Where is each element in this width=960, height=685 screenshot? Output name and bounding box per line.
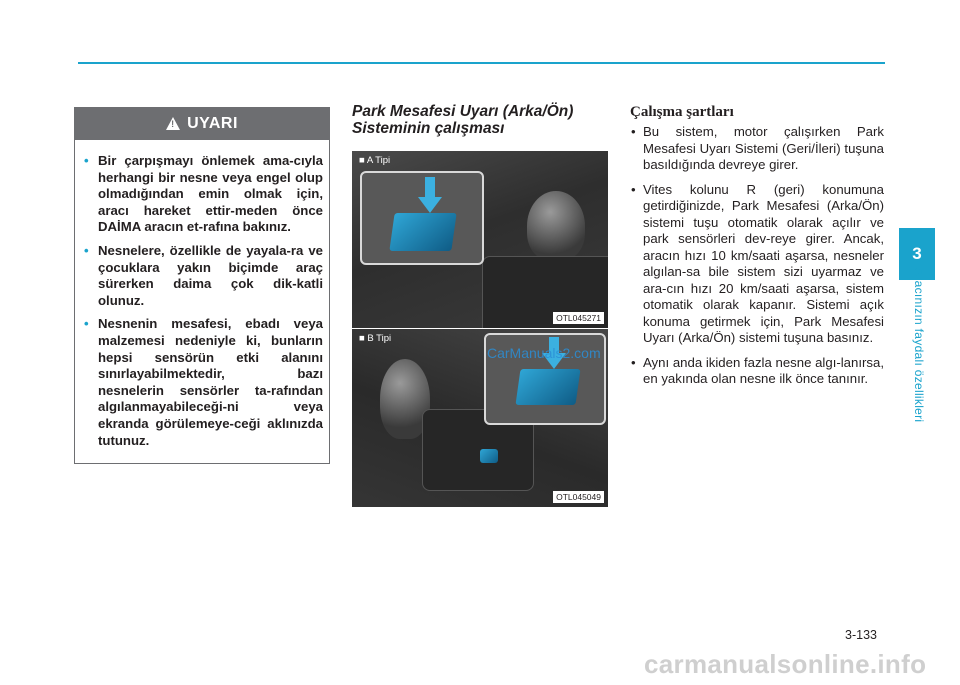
bullet-icon: • [84,316,89,332]
figure-a-label: ■ A Tipi [359,155,391,166]
press-arrow-icon [418,197,442,213]
warning-item: • Nesnenin mesafesi, ebadı veya malzemesi nedeniyle ki, bunların hepsi sensörün etki alanını sınırlayabilmektedir, bazı nesnelerin sensörler ta-rafından algılanmayabileceği-ni veya ekranda görülemeye-ceği aklınızda tutunuz. [84,316,323,448]
figure-b-code: OTL045049 [553,491,604,503]
parking-sensor-button-illustration [515,369,580,405]
chapter-tab: 3 [899,228,935,280]
page-number: 3-133 [845,628,877,642]
condition-item: • Vites kolunu R (geri) konumuna getirdiğinizde, Park Mesafesi (Arka/Ön) sistemi tuşu otomatik olarak açılır ve park sensörleri dev-reye girer. Ancak, aracın hızı 10 km/saati aşarsa, nesneler algılan-sa bile sistem sizi uyarmaz ve ara-cın hızı 20 km/saati aşarsa, sistem otomatik olarak kapanır. Sistemi açık konuma getirmek için, Park Mesafesi Uyarı (Arka/Ön) sistemi tuşuna basınız. [631,181,884,345]
warning-header [75,108,329,140]
press-arrow-stem [425,177,435,199]
top-rule [78,62,885,64]
warning-triangle-icon [166,117,180,130]
footer-site-link[interactable]: carmanualsonline.info [644,649,927,679]
watermark: CarManuals2.com [487,345,601,361]
warning-item: • Bir çarpışmayı önlemek ama-cıyla herhangi bir nesne veya engel olup olmadığından emin olmak için, aracı hareket ettir-meden önce DAİMA aracın et-rafına bakınız. [84,153,323,235]
parking-sensor-button-illustration [389,213,456,251]
section-title: Park Mesafesi Uyarı (Arka/Ön) Sisteminin çalışması [352,103,574,137]
condition-item: • Bu sistem, motor çalışırken Park Mesafesi Uyarı Sistemi (Geri/İleri) tuşuna basıldığında devreye girer. [631,124,884,172]
gear-shifter-illustration [527,191,585,261]
bullet-icon: • [84,242,89,258]
parking-sensor-button-small [480,449,498,463]
bullet-icon: • [631,181,636,197]
conditions-list [626,124,884,396]
warning-box [74,107,330,464]
bullet-icon: • [631,124,636,139]
figure-a-code: OTL045271 [553,312,604,324]
warning-list [75,140,329,449]
bullet-icon: • [84,153,89,168]
warning-item: • Nesnelere, özellikle de yayala-ra ve çocuklara yakın biçimde araç sürerken daima çok dik-katli olunuz. [84,242,323,308]
condition-item: • Aynı anda ikiden fazla nesne algı-lanırsa, en yakında olan nesne ilk önce tanınır. [631,354,884,386]
conditions-title: Çalışma şartları [630,104,734,120]
figure-a [352,151,608,328]
figure-b-label: ■ B Tipi [359,333,392,344]
bullet-icon: • [631,354,636,370]
chapter-title: Aracınızın faydalı özellikleri [912,268,926,423]
warning-heading: UYARI [187,115,238,132]
button-closeup-inset [360,171,484,265]
